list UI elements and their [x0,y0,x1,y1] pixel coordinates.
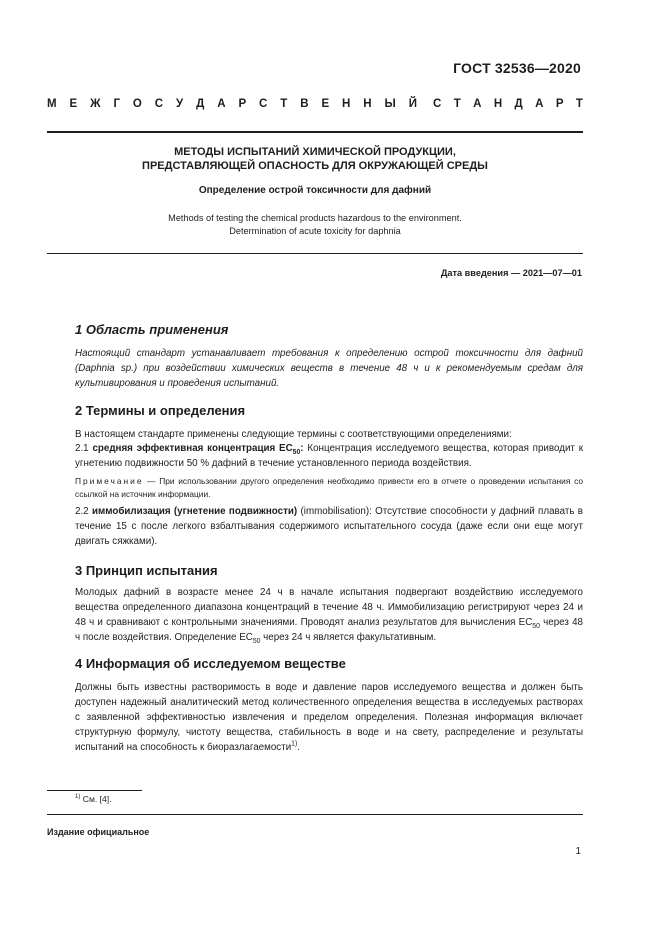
section-3-text-a: Молодых дафний в возрасте менее 24 ч в начале испытания подвергают воздействию исследуемого вещества определенного диапазона концентраций в течение 48 ч. Иммобилизацию регистрируют через 24 и 48 ч и сравнивают с контрольными значениями. Проводят анализ результатов для вычисления EC [75,587,583,628]
section-1-heading: 1 Область применения [75,322,229,337]
banner-letter: Т [280,98,288,110]
banner-letter: Р [238,98,247,110]
banner-letter: А [535,98,544,110]
section-3-heading: 3 Принцип испытания [75,563,218,578]
footnote-reference: 1) [291,740,298,748]
edition-label: Издание официальное [47,827,150,837]
document-subtitle: Определение острой токсичности для дафний [198,185,432,196]
term-2-1 [47,441,583,471]
effective-date: Дата введения — 2021—07—01 [440,268,582,278]
section-4-text [47,680,583,755]
note-label: Примечание [75,476,144,486]
term-2-2-english: (immobilisation): [300,506,372,517]
term-2-1-subscript: 50 [292,448,301,456]
term-2-1-number: 2.1 [75,443,89,454]
header-divider [47,131,583,133]
note [47,475,583,500]
banner-letter: Ы [384,98,396,110]
banner-letter: С [154,98,164,110]
section-1-paragraph: Настоящий стандарт устанавливает требования к определению острой токсичности для дафний (Daphnia sp.) при воздействии химических веществ в течение 48 ч и к рекомендуемым средам для культивирования и проведения испытаний. [75,348,583,389]
banner-word-1 [47,98,417,110]
banner-letter: А [217,98,226,110]
section-2-heading: 2 Термины и определения [75,403,246,418]
banner-letter: Й [408,98,417,110]
banner-letter: Т [453,98,461,110]
banner-letter: Н [493,98,503,110]
banner-letter: В [300,98,309,110]
banner-letter: Д [514,98,523,110]
banner-letter: У [176,98,184,110]
section-2-intro [47,427,583,442]
title-line-1: МЕТОДЫ ИСПЫТАНИЙ ХИМИЧЕСКОЙ ПРОДУКЦИИ, [174,146,456,158]
banner-letter: О [132,98,142,110]
ec50-subscript-1: 50 [532,622,540,630]
banner-letter: С [259,98,268,110]
term-2-2-definition: Отсутствие способности у дафний плавать в течение 15 с после легкого взбалтывания содержимого испытательного сосуда (даже если они еще могут двигать сяжками). [75,506,583,547]
section-1-text [47,346,583,391]
banner-word-2 [433,98,583,110]
document-title [47,145,583,173]
banner-letter: С [433,98,442,110]
term-2-2-number: 2.2 [75,506,89,517]
banner-letter: Т [575,98,583,110]
banner-letter: Н [363,98,372,110]
section-4-heading: 4 Информация об исследуемом веществе [75,656,346,671]
document-code: ГОСТ 32536—2020 [453,60,581,76]
term-2-2-term: иммобилизация (угнетение подвижности) [91,506,298,517]
footer-divider [47,814,583,815]
banner-letter: Н [342,98,351,110]
standard-type-banner [47,98,583,110]
term-2-1-term: средняя эффективная концентрация EC [92,443,293,454]
note-text: — При использовании другого определения необходимо привести его в отчете о проведении испытания со ссылкой на источник информации. [75,476,584,499]
banner-letter: Д [196,98,205,110]
banner-letter: Р [555,98,564,110]
banner-letter: М [47,98,57,110]
section-3-text-b: через 48 ч после воздействия. Определение EC [75,617,583,643]
footnote-divider [47,790,142,791]
section-4-end: . [297,742,301,753]
english-title [47,212,583,238]
banner-letter: А [473,98,482,110]
term-2-2 [47,504,583,549]
banner-letter: Ж [90,98,101,110]
title-line-2: ПРЕДСТАВЛЯЮЩЕЙ ОПАСНОСТЬ ДЛЯ ОКРУЖАЮЩЕЙ СРЕДЫ [142,160,488,172]
section-3-text [47,585,583,645]
banner-letter: Е [321,98,330,110]
english-title-line-1: Methods of testing the chemical products hazardous to the environment. [168,213,462,223]
english-title-line-2: Determination of acute toxicity for daphnia [229,226,401,236]
title-divider [47,253,583,254]
footnote-text: См. [4]. [82,794,112,804]
section-4-paragraph: Должны быть известны растворимость в воде и давление паров исследуемого вещества и должен быть доступен надежный аналитический метод количественного определения вещества в исследуемых растворах с заявленной эффективностью извлечения и пределом определения. Полезная информация включает структурную формулу, чистоту вещества, стабильность в воде и на свету, распределение и результаты испытаний на способность к биоразлагаемости [75,682,583,753]
banner-letter: Г [113,98,120,110]
footnote-mark: 1) [75,794,81,801]
term-2-1-definition: Концентрация исследуемого вещества, которая приводит к угнетению подвижности 50 % дафний в течение установленного периода воздействия. [75,443,583,469]
section-2-intro-text: В настоящем стандарте применены следующие термины с соответствующими определениями: [75,429,512,440]
banner-letter: Е [69,98,78,110]
ec50-subscript-2: 50 [252,637,261,645]
section-3-text-c: через 24 ч является факультативным. [260,632,437,643]
footnote [75,794,112,804]
page-number: 1 [575,846,581,857]
term-2-1-colon: : [300,443,304,454]
